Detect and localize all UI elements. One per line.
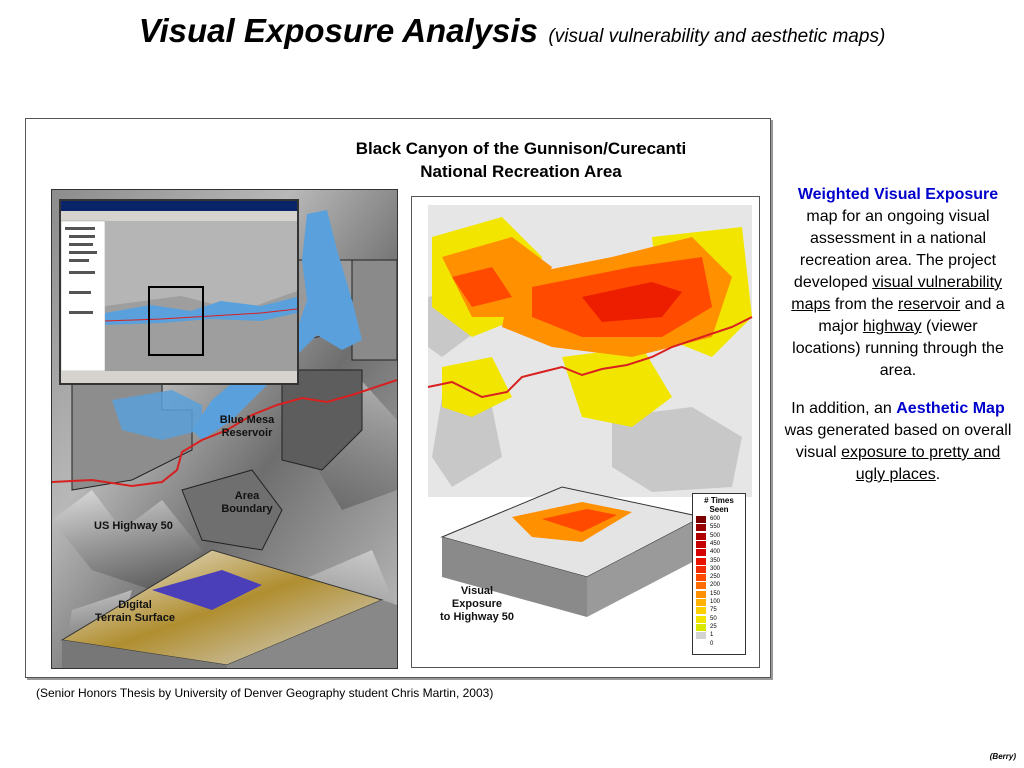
legend-label: 500 <box>710 532 721 539</box>
legend-swatch <box>696 616 706 623</box>
figure-title <box>326 137 716 183</box>
label-reservoir-line1: Blue Mesa <box>219 414 275 426</box>
terrain-map-panel <box>51 189 398 669</box>
legend-item <box>696 624 742 631</box>
p1-text-c: and a major <box>818 296 1005 335</box>
label-digital-terrain-surface <box>80 599 190 625</box>
legend-swatch <box>696 558 706 565</box>
legend-swatch <box>696 533 706 540</box>
p1-text-a: map for an ongoing visual assessment in a national recreation area. The project developed <box>793 208 997 291</box>
legend-label: 400 <box>710 549 721 556</box>
label-visual-exposure <box>432 585 522 624</box>
legend-item <box>696 574 742 581</box>
legend-title <box>693 496 745 514</box>
p1-text-b: from the <box>830 296 898 313</box>
legend-item <box>696 533 742 540</box>
legend-label: 25 <box>710 623 717 630</box>
legend-swatch <box>696 607 706 614</box>
legend-label: 600 <box>710 516 721 522</box>
credit-note: (Senior Honors Thesis by University of Denver Geography student Chris Martin, 2003) <box>36 686 494 700</box>
legend-label: 150 <box>710 590 721 597</box>
link-reservoir[interactable]: reservoir <box>897 296 961 313</box>
description-paragraph-1 <box>784 184 1012 382</box>
legend-swatch <box>696 516 706 523</box>
legend-swatch <box>696 541 706 548</box>
legend-swatch <box>696 599 706 606</box>
legend-item <box>696 516 742 523</box>
legend-item <box>696 607 742 614</box>
p1-text-d: (viewer locations) running through the area. <box>792 318 1004 379</box>
description-text <box>784 184 1012 486</box>
title-subtitle: (visual vulnerability and aesthetic maps) <box>548 26 886 47</box>
link-exposure-pretty-ugly-places[interactable]: exposure to pretty and ugly places <box>841 444 1001 483</box>
legend-title-line2: Seen <box>709 505 729 514</box>
legend-item <box>696 541 742 548</box>
legend-item <box>696 632 742 639</box>
legend-item <box>696 591 742 598</box>
link-visual-vulnerability-maps[interactable]: visual vulnerability maps <box>791 274 1003 313</box>
figure-title-line1: Black Canyon of the Gunnison/Curecanti <box>355 139 687 158</box>
visual-exposure-map-panel <box>411 196 760 668</box>
label-vis-line3: to Highway 50 <box>440 611 514 623</box>
label-dts-line2: Terrain Surface <box>95 612 175 624</box>
times-seen-legend <box>692 493 746 655</box>
legend-swatch <box>696 624 706 631</box>
legend-label: 75 <box>710 607 717 614</box>
aesthetic-map-term: Aesthetic Map <box>896 400 1005 417</box>
label-area-line1: Area <box>234 490 260 502</box>
legend-item <box>696 549 742 556</box>
legend-swatch <box>696 524 706 531</box>
slide-title <box>0 12 1024 50</box>
map-figure <box>25 118 771 678</box>
link-highway[interactable]: highway <box>862 318 922 335</box>
label-us-highway-50: US Highway 50 <box>94 520 173 532</box>
legend-label: 450 <box>710 540 721 547</box>
label-dts-line1: Digital <box>118 599 152 611</box>
description-paragraph-2 <box>784 398 1012 486</box>
figure-title-line2: National Recreation Area <box>420 162 622 181</box>
label-blue-mesa-reservoir <box>212 414 282 440</box>
gis-screenshot <box>61 201 297 383</box>
label-area-boundary <box>212 490 282 516</box>
p2-text-a: In addition, an <box>791 400 897 417</box>
p2-text-c: . <box>935 466 941 483</box>
legend-label: 350 <box>710 557 721 564</box>
label-vis-line2: Exposure <box>451 598 503 610</box>
legend-swatch <box>696 566 706 573</box>
legend-label: 550 <box>710 524 721 531</box>
legend-label: 0 <box>710 640 714 647</box>
label-reservoir-line2: Reservoir <box>221 427 273 439</box>
legend-label: 250 <box>710 574 721 581</box>
title-main: Visual Exposure Analysis <box>138 12 538 49</box>
weighted-visual-exposure-term: Weighted Visual Exposure <box>797 186 999 203</box>
legend-swatch <box>696 641 706 648</box>
p2-text-b: was generated based on overall visual <box>784 422 1012 461</box>
legend-item <box>696 599 742 606</box>
legend-item <box>696 524 742 531</box>
legend-swatch <box>696 549 706 556</box>
legend-item <box>696 566 742 573</box>
legend-label: 50 <box>710 615 717 622</box>
label-area-line2: Boundary <box>221 503 273 515</box>
legend-label: 100 <box>710 599 721 605</box>
legend-title-line1: # Times <box>704 496 734 505</box>
legend-label: 1 <box>710 632 714 639</box>
legend-swatch <box>696 591 706 598</box>
legend-item <box>696 616 742 623</box>
legend-label: 300 <box>710 565 721 572</box>
legend-swatch <box>696 582 706 589</box>
legend-swatch <box>696 574 706 581</box>
label-vis-line1: Visual <box>460 585 494 597</box>
legend-item <box>696 582 742 589</box>
gis-application-inset <box>59 199 299 385</box>
legend-item <box>696 641 742 648</box>
legend-label: 200 <box>710 582 721 589</box>
footer-author: (Berry) <box>989 752 1016 761</box>
legend-swatch <box>696 632 706 639</box>
legend-item <box>696 558 742 565</box>
